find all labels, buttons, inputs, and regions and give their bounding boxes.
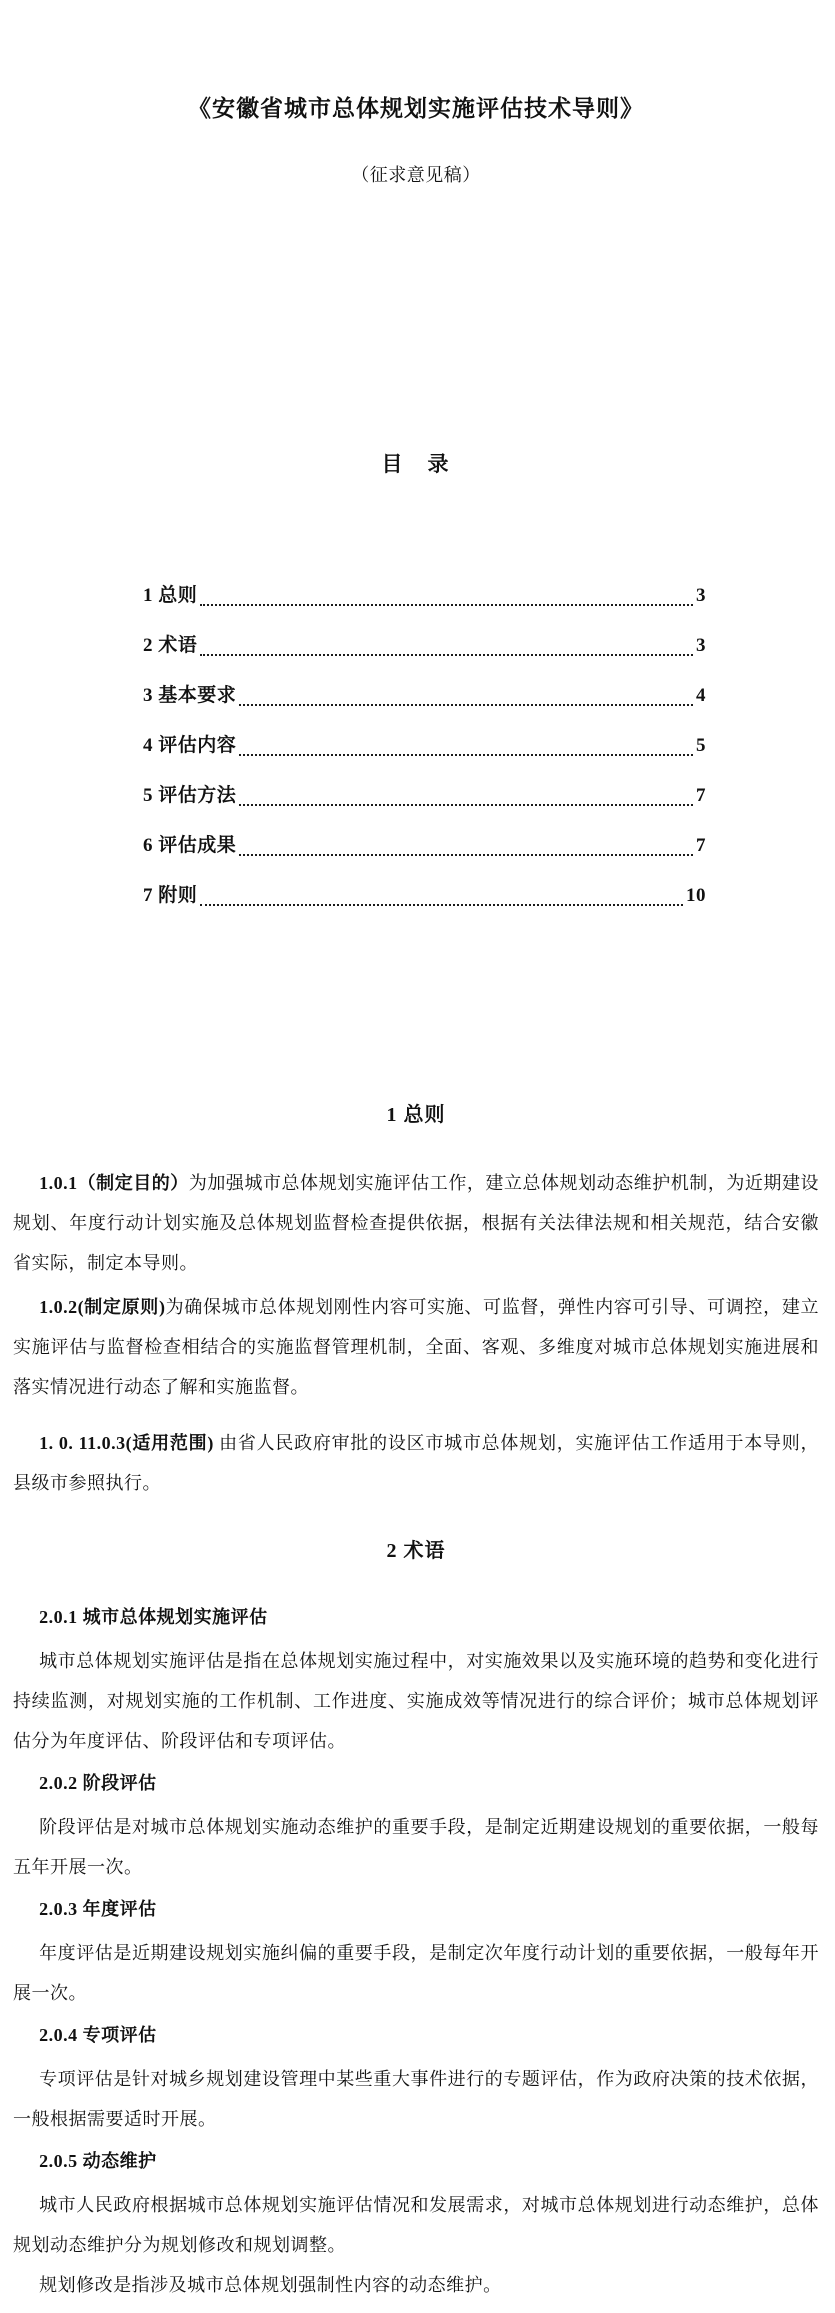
toc-leader-dots — [239, 704, 693, 706]
term-heading-special-evaluation: 2.0.4 专项评估 — [39, 2025, 157, 2045]
term-definition-dynamic-maintenance: 城市人民政府根据城市总体规划实施评估情况和发展需求，对城市总体规划进行动态维护，总体规划动态维护分为规划修改和规划调整。 — [13, 2195, 819, 2255]
term-definition-special-evaluation: 专项评估是针对城乡规划建设管理中某些重大事件进行的专题评估，作为政府决策的技术依据，一般根据需要适时开展。 — [13, 2069, 819, 2129]
clause-number: 1. 0. 11.0.3(适用范围) — [39, 1433, 214, 1453]
toc-leader-dots — [200, 654, 693, 656]
toc-leader-dots — [239, 804, 693, 806]
clause-text: 为加强城市总体规划实施评估工作，建立总体规划动态维护机制，为近期建设规划、年度行动计划实施及总体规划监督检查提供依据，根据有关法律法规和相关规范，结合安徽省实际，制定本导则。 — [13, 1173, 820, 1273]
document-subtitle: （征求意见稿） — [351, 165, 481, 185]
toc-page-number: 3 — [696, 635, 706, 656]
toc-item-label: 4 评估内容 — [143, 735, 237, 756]
toc-page-number: 4 — [696, 685, 706, 706]
toc-item-evaluation-content[interactable] — [143, 719, 706, 769]
toc-leader-dots — [239, 854, 693, 856]
toc-leader-dots — [200, 904, 683, 906]
toc-item-label: 5 评估方法 — [143, 785, 237, 806]
toc-item-label: 6 评估成果 — [143, 835, 237, 856]
toc-list — [143, 569, 706, 919]
document-title: 《安徽省城市总体规划实施评估技术导则》 — [188, 96, 644, 121]
term-definition-implementation-evaluation: 城市总体规划实施评估是指在总体规划实施过程中，对实施效果以及实施环境的趋势和变化进行持续监测，对规划实施的工作机制、工作进度、实施成效等情况进行的综合评价；城市总体规划评估分为年度评估、阶段评估和专项评估。 — [13, 1651, 819, 1751]
toc-page-number: 7 — [696, 835, 706, 856]
toc-item-terms[interactable] — [143, 619, 706, 669]
toc-item-supplementary[interactable] — [143, 869, 706, 919]
toc-page-number: 7 — [696, 785, 706, 806]
clause-text: 为确保城市总体规划刚性内容可实施、可监督，弹性内容可引导、可调控，建立实施评估与监督检查相结合的实施监督管理机制，全面、客观、多维度对城市总体规划实施进展和落实情况进行动态了解和实施监督。 — [13, 1297, 819, 1397]
section-heading-general: 1 总则 — [386, 1104, 446, 1126]
term-definition-annual-evaluation: 年度评估是近期建设规划实施纠偏的重要手段，是制定次年度行动计划的重要依据，一般每年开展一次。 — [13, 1943, 819, 2003]
toc-page-number: 3 — [696, 585, 706, 606]
paragraph-scope — [13, 1423, 819, 1503]
clause-text: 由省人民政府审批的设区市城市总体规划，实施评估工作适用于本导则，县级市参照执行。 — [13, 1433, 819, 1493]
toc-page-number: 10 — [686, 885, 706, 906]
toc-item-evaluation-method[interactable] — [143, 769, 706, 819]
toc-item-evaluation-results[interactable] — [143, 819, 706, 869]
toc-leader-dots — [239, 754, 693, 756]
toc-page-number: 5 — [696, 735, 706, 756]
paragraph-principles — [13, 1287, 819, 1407]
term-heading-implementation-evaluation: 2.0.1 城市总体规划实施评估 — [39, 1607, 268, 1627]
term-heading-stage-evaluation: 2.0.2 阶段评估 — [39, 1773, 157, 1793]
toc-item-label: 2 术语 — [143, 635, 198, 656]
toc-item-label: 3 基本要求 — [143, 685, 237, 706]
section-heading-terms: 2 术语 — [386, 1540, 446, 1562]
term-definition-plan-modification: 规划修改是指涉及城市总体规划强制性内容的动态维护。 — [39, 2275, 502, 2295]
toc-item-label: 7 附则 — [143, 885, 198, 906]
toc-heading: 目 录 — [381, 452, 451, 476]
term-heading-annual-evaluation: 2.0.3 年度评估 — [39, 1899, 157, 1919]
clause-number: 1.0.2(制定原则) — [39, 1297, 166, 1317]
paragraph-purpose — [13, 1163, 819, 1283]
term-heading-dynamic-maintenance: 2.0.5 动态维护 — [39, 2151, 157, 2171]
toc-leader-dots — [200, 604, 693, 606]
toc-item-general[interactable] — [143, 569, 706, 619]
term-definition-stage-evaluation: 阶段评估是对城市总体规划实施动态维护的重要手段，是制定近期建设规划的重要依据，一般每五年开展一次。 — [13, 1817, 819, 1877]
toc-item-basic-requirements[interactable] — [143, 669, 706, 719]
toc-item-label: 1 总则 — [143, 585, 198, 606]
clause-number: 1.0.1（制定目的） — [39, 1173, 189, 1193]
